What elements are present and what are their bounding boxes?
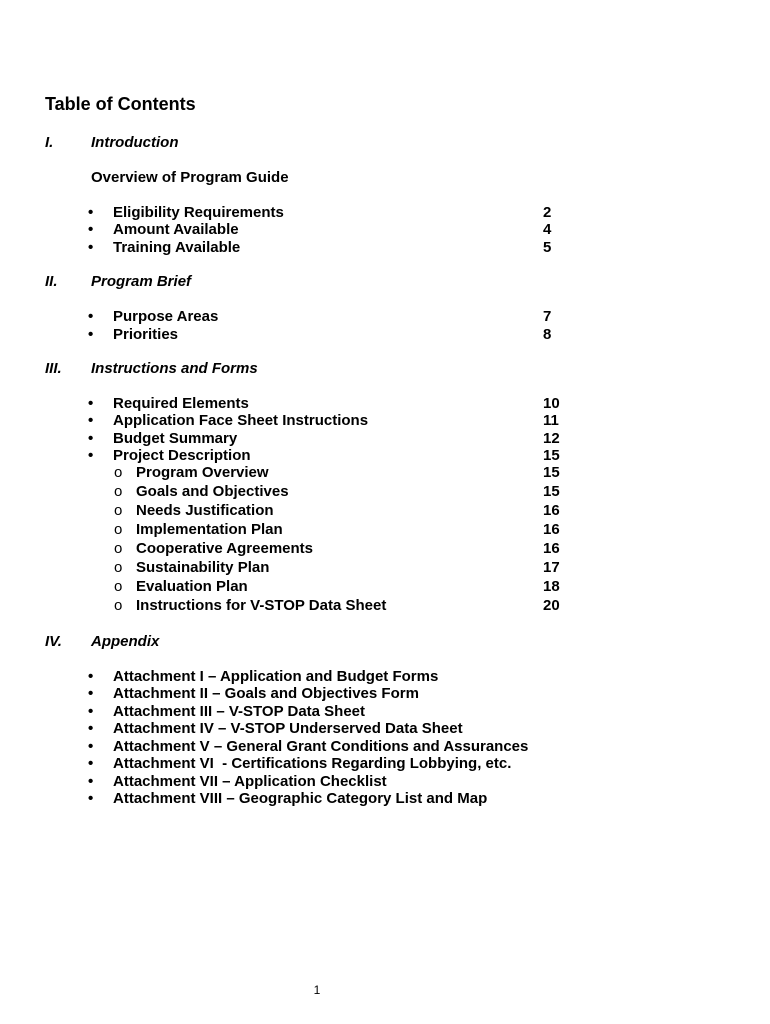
toc-entry-label: Attachment VII – Application Checklist: [113, 773, 387, 790]
toc-subentry: [0, 540, 770, 558]
section-numeral: III.: [45, 360, 62, 377]
circle-bullet-icon: o: [114, 597, 123, 614]
section-numeral: IV.: [45, 633, 62, 650]
toc-entry-label: Project Description: [113, 447, 251, 464]
toc-subentry-page: 18: [543, 578, 560, 595]
toc-entry-label: Attachment V – General Grant Conditions and Assurances: [113, 738, 529, 755]
section-title: Introduction: [91, 134, 179, 151]
toc-entry: [0, 755, 770, 773]
bullet-icon: •: [88, 755, 94, 772]
toc-entry-label: Attachment I – Application and Budget Forms: [113, 668, 439, 685]
circle-bullet-icon: o: [114, 540, 123, 557]
toc-entry-label: Application Face Sheet Instructions: [113, 412, 369, 429]
toc-subentry-label: Needs Justification: [136, 502, 274, 519]
toc-subentry: [0, 483, 770, 501]
toc-subentry-page: 15: [543, 464, 560, 481]
toc-subentry-page: 16: [543, 540, 560, 557]
toc-entry-page: 11: [543, 412, 559, 429]
toc-entry: [0, 412, 770, 430]
toc-subentry: [0, 502, 770, 520]
toc-entry: [0, 239, 770, 257]
toc-entry-label: Priorities: [113, 326, 179, 343]
toc-entry: [0, 773, 770, 791]
toc-entry: [0, 668, 770, 686]
bullet-icon: •: [88, 430, 94, 447]
toc-entry-label: Attachment VIII – Geographic Category List and Map: [113, 790, 488, 807]
toc-entry-label: Budget Summary: [113, 430, 238, 447]
toc-entry: [0, 703, 770, 721]
toc-entry: [0, 308, 770, 326]
toc-subentry-label: Cooperative Agreements: [136, 540, 313, 557]
toc-entry-label: Amount Available: [113, 221, 239, 238]
toc-entry: [0, 447, 770, 465]
bullet-icon: •: [88, 239, 94, 256]
toc-entry: [0, 395, 770, 413]
bullet-icon: •: [88, 326, 94, 343]
toc-entry-label: Attachment IV – V-STOP Underserved Data Sheet: [113, 720, 463, 737]
section-subheading: Overview of Program Guide: [91, 169, 289, 186]
toc-entry: [0, 720, 770, 738]
toc-entry: [0, 221, 770, 239]
toc-subentry-label: Sustainability Plan: [136, 559, 270, 576]
section-title: Instructions and Forms: [91, 360, 258, 377]
toc-entry-page: 7: [543, 308, 552, 325]
toc-entry-label: Attachment II – Goals and Objectives Form: [113, 685, 419, 702]
toc-subentry-label: Program Overview: [136, 464, 269, 481]
toc-subentry-page: 16: [543, 521, 560, 538]
page-number: 1: [313, 983, 321, 997]
toc-subentry-label: Instructions for V-STOP Data Sheet: [136, 597, 387, 614]
toc-entry: [0, 204, 770, 222]
toc-entry-page: 5: [543, 239, 552, 256]
toc-entry-page: 8: [543, 326, 552, 343]
toc-subentry: [0, 464, 770, 482]
page-title: Table of Contents: [45, 94, 196, 114]
toc-entry-label: Eligibility Requirements: [113, 204, 284, 221]
bullet-icon: •: [88, 668, 94, 685]
toc-entry-page: 4: [543, 221, 552, 238]
toc-entry-label: Purpose Areas: [113, 308, 219, 325]
bullet-icon: •: [88, 703, 94, 720]
toc-subentry-label: Goals and Objectives: [136, 483, 289, 500]
toc-entry-page: 15: [543, 447, 560, 464]
bullet-icon: •: [88, 685, 94, 702]
toc-entry: [0, 685, 770, 703]
circle-bullet-icon: o: [114, 521, 123, 538]
toc-entry-page: 10: [543, 395, 560, 412]
toc-subentry: [0, 578, 770, 596]
toc-entry: [0, 738, 770, 756]
toc-subentry-label: Implementation Plan: [136, 521, 283, 538]
toc-entry: [0, 430, 770, 448]
toc-subentry: [0, 597, 770, 615]
toc-subentry-page: 16: [543, 502, 560, 519]
circle-bullet-icon: o: [114, 464, 123, 481]
circle-bullet-icon: o: [114, 578, 123, 595]
toc-subentry-page: 17: [543, 559, 560, 576]
bullet-icon: •: [88, 308, 94, 325]
bullet-icon: •: [88, 395, 94, 412]
toc-entry-page: 2: [543, 204, 552, 221]
bullet-icon: •: [88, 447, 94, 464]
bullet-icon: •: [88, 738, 94, 755]
bullet-icon: •: [88, 790, 94, 807]
circle-bullet-icon: o: [114, 483, 123, 500]
toc-subentry: [0, 521, 770, 539]
toc-subentry-page: 15: [543, 483, 560, 500]
toc-subentry-page: 20: [543, 597, 560, 614]
section-numeral: II.: [45, 273, 58, 290]
toc-entry: [0, 326, 770, 344]
section-title: Program Brief: [91, 273, 192, 290]
circle-bullet-icon: o: [114, 559, 123, 576]
bullet-icon: •: [88, 773, 94, 790]
toc-subentry: [0, 559, 770, 577]
toc-subentry-label: Evaluation Plan: [136, 578, 248, 595]
toc-entry-label: Attachment III – V-STOP Data Sheet: [113, 703, 366, 720]
toc-entry-page: 12: [543, 430, 560, 447]
toc-entry: [0, 790, 770, 808]
circle-bullet-icon: o: [114, 502, 123, 519]
toc-entry-label: Training Available: [113, 239, 241, 256]
toc-entry-label: Required Elements: [113, 395, 249, 412]
toc-entry-label: Attachment VI - Certifications Regarding Lobbying, etc.: [113, 755, 512, 772]
section-title: Appendix: [91, 633, 160, 650]
bullet-icon: •: [88, 720, 94, 737]
bullet-icon: •: [88, 412, 94, 429]
bullet-icon: •: [88, 204, 94, 221]
section-numeral: I.: [45, 134, 54, 151]
bullet-icon: •: [88, 221, 94, 238]
